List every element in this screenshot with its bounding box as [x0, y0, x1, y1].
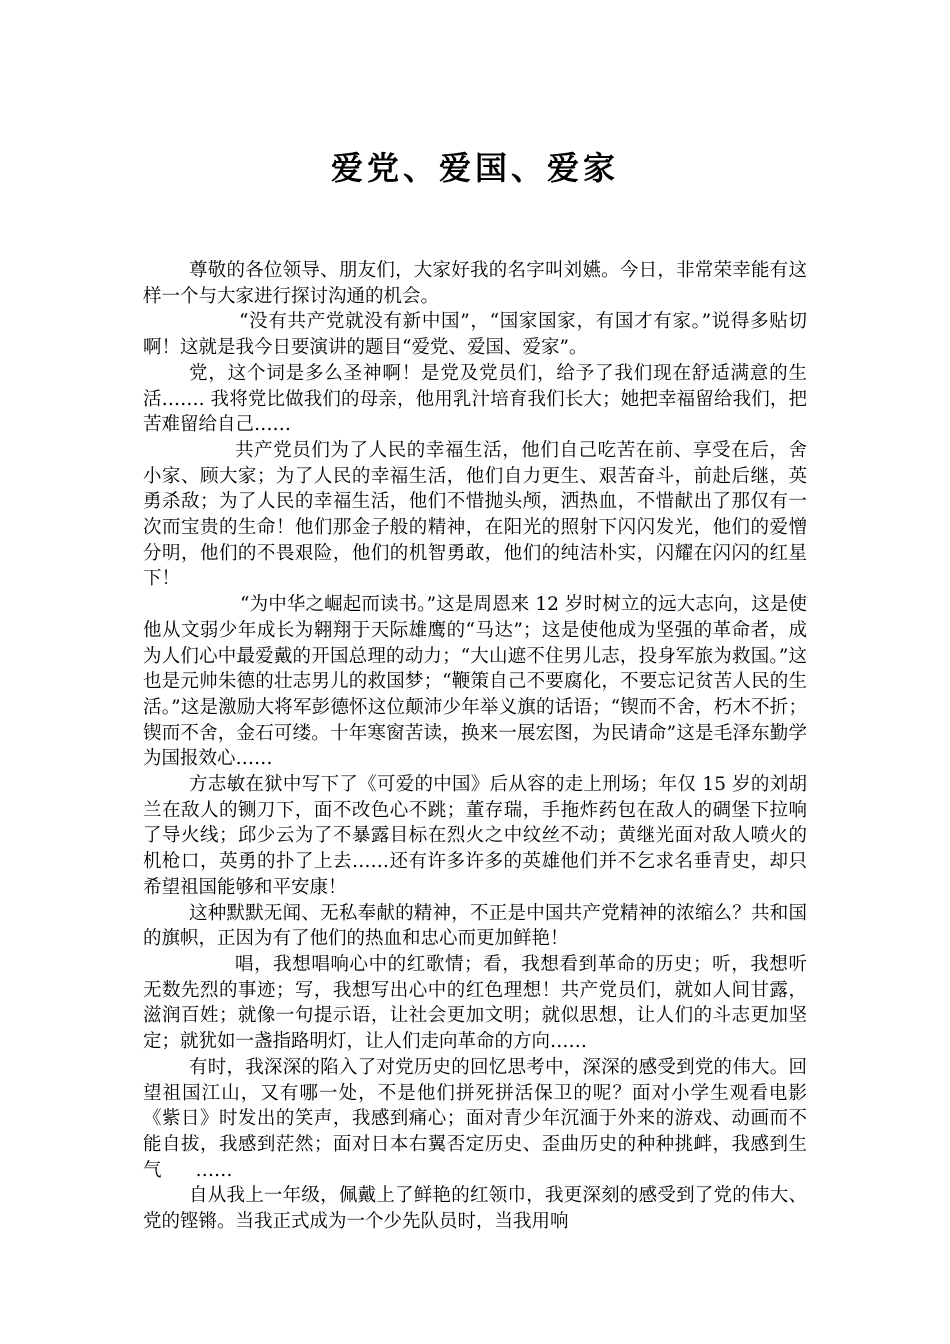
document-body	[143, 258, 807, 1235]
paragraph-7: 这种默默无闻、无私奉献的精神，不正是中国共产党精神的浓缩么？共和国的旗帜，正因为有了他们的热血和忠心而更加鲜艳！	[143, 902, 807, 950]
paragraph-5: “为中华之崛起而读书。”这是周恩来 12 岁时树立的远大志向，这是使他从文弱少年成长为翱翔于天际雄鹰的“马达”；这是使他成为坚强的革命者，成为人们心中最爱戴的开国总理的动力；“大山遮不住男儿志，投身军旅为救国。”这也是元帅朱德的壮志男儿的救国梦；“鞭策自己不要腐化，不要忘记贫苦人民的生活。”这是激励大将军彭德怀这位颠沛少年举义旗的话语；“锲而不舍，朽木不折；锲而不舍，金石可缕。十年寒窗苦读，换来一展宏图，为民请命”这是毛泽东勤学为国报效心……	[143, 594, 807, 770]
paragraph-3: 党，这个词是多么圣神啊！是党及党员们，给予了我们现在舒适满意的生活……. 我将党比做我们的母亲，他用乳汁培育我们长大；她把幸福留给我们，把苦难留给自己……	[143, 362, 807, 436]
paragraph-9-text: 有时，我深深的陷入了对党历史的回忆思考中，深深的感受到党的伟大。回望祖国江山，又有哪一处，不是他们拼死拼活保卫的呢？面对小学生观看电影《紫日》时发出的笑声，我感到痛心；面对青少年沉湎于外来的游戏、动画而不能自拔，我感到茫然；面对日本右翼否定历史、歪曲历史的种种挑衅，我感到生气	[143, 1056, 807, 1181]
paragraph-1: 尊敬的各位领导、朋友们，大家好我的名字叫刘嬿。今日，非常荣幸能有这样一个与大家进行探讨沟通的机会。	[143, 260, 807, 307]
paragraph-8: 唱，我想唱响心中的红歌情；看，我想看到革命的历史；听，我想听无数先烈的事迹；写，我想写出心中的红色理想！共产党员们，就如人间甘露，滋润百姓；就像一句提示语，让社会更加文明；就似思想，让人们的斗志更加坚定；就犹如一盏指路明灯，让人们走向革命的方向……	[143, 953, 807, 1053]
paragraph-2: “没有共产党就没有新中国”，“国家国家，有国才有家。”说得多贴切啊！这就是我今日要演讲的题目“爱党、爱国、爱家”。	[143, 311, 807, 359]
paragraph-4: 共产党员们为了人民的幸福生活，他们自己吃苦在前、享受在后，舍小家、顾大家；为了人民的幸福生活，他们自力更生、艰苦奋斗，前赴后继，英勇杀敌；为了人民的幸福生活，他们不惜抛头颅，洒热血，不惜献出了那仅有一次而宝贵的生命！他们那金子般的精神，在阳光的照射下闪闪发光，他们的爱憎分明，他们的不畏艰险，他们的机智勇敢，他们的纯洁朴实，闪耀在闪闪的红星下！	[143, 439, 807, 590]
document-title: 爱党、爱国、爱家	[330, 149, 619, 187]
paragraph-9-ellipsis: ……	[195, 1159, 233, 1181]
paragraph-6: 方志敏在狱中写下了《可爱的中国》后从容的走上刑场；年仅 15 岁的刘胡兰在敌人的铡刀下，面不改色心不跳；董存瑞，手拖炸药包在敌人的碉堡下拉响了导火线；邱少云为了不暴露目标在烈火之中纹丝不动；黄继光面对敌人喷火的机枪口，英勇的扑了上去……还有许多许多的英雄他们并不乞求名垂青史，却只希望祖国能够和平安康！	[143, 774, 807, 898]
paragraph-10: 自从我上一年级，佩戴上了鲜艳的红领巾，我更深刻的感受到了党的伟大、党的铿锵。当我正式成为一个少先队员时，当我用响	[143, 1185, 807, 1233]
paragraph-9	[143, 1055, 807, 1184]
